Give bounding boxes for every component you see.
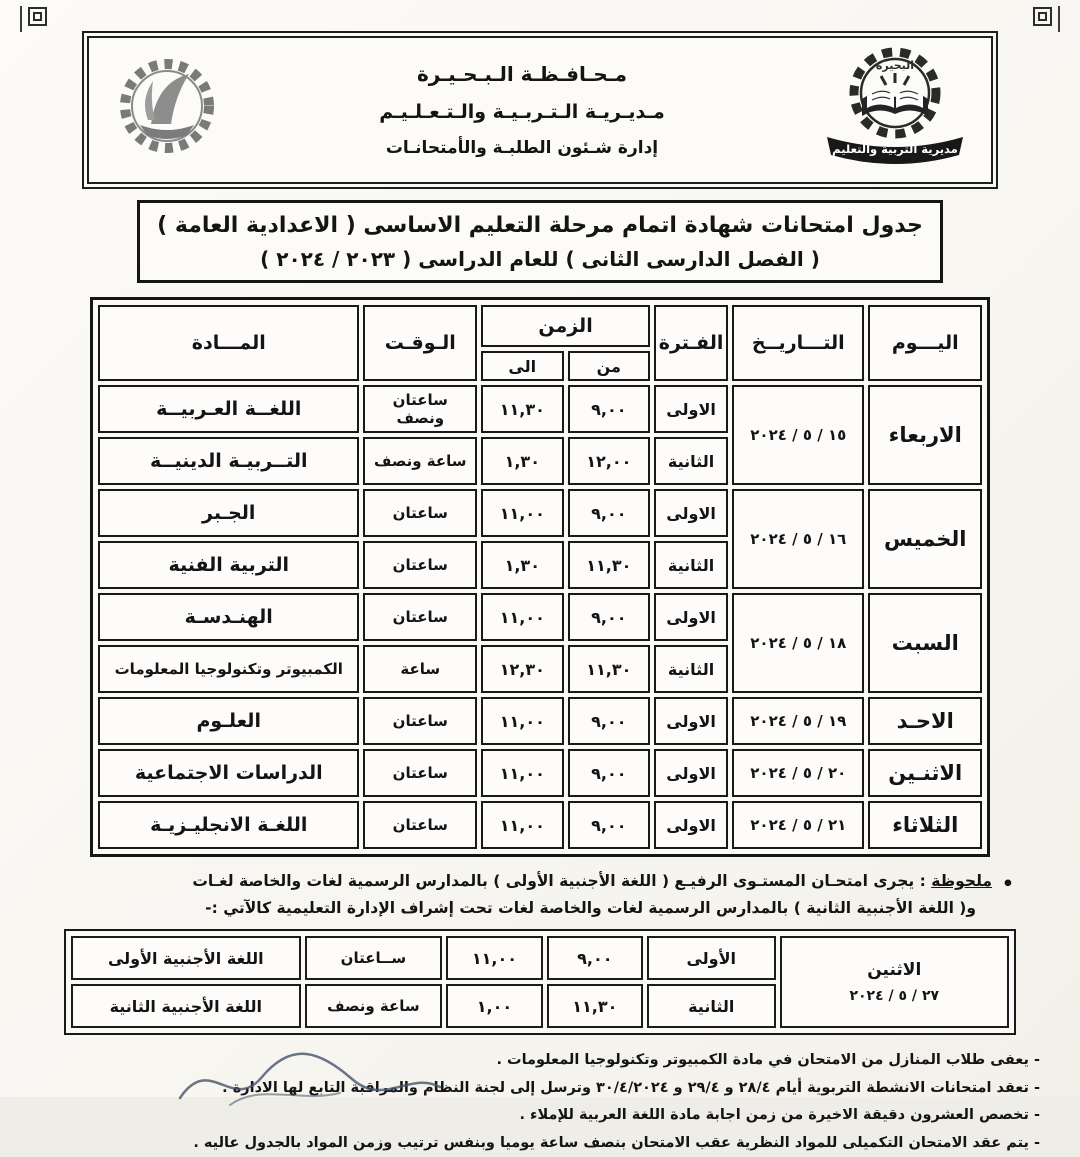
directorate-name: مـديـريـة الـتـربـيـة والـتـعـلـيـم: [379, 101, 665, 123]
header-time-to: الى: [481, 351, 564, 381]
duration-cell: ساعتان ونصف: [363, 385, 477, 433]
day-cell: الاثنـين: [868, 749, 982, 797]
time-from-cell: ١١,٣٠: [568, 645, 651, 693]
header-time: الزمن: [481, 305, 650, 347]
time-from-cell: ٩,٠٠: [568, 593, 651, 641]
period-cell: الاولى: [654, 385, 728, 433]
period-cell: الاولى: [654, 749, 728, 797]
language-exam-table: [64, 929, 1016, 1035]
duration-cell: ساعتان: [363, 801, 477, 849]
date-cell: ١٦ / ٥ / ٢٠٢٤: [732, 489, 864, 589]
date-cell: ١٨ / ٥ / ٢٠٢٤: [732, 593, 864, 693]
note-label: ملحوظة: [931, 872, 992, 890]
duration-cell: ساعتان: [363, 541, 477, 589]
logo-banner-text: مديرية التربية والتعليم: [832, 142, 958, 156]
subject-cell: اللغة الأجنبية الثانية: [71, 984, 301, 1028]
time-from-cell: ١١,٣٠: [568, 541, 651, 589]
time-to-cell: ١٢,٣٠: [481, 645, 564, 693]
period-cell: الأولى: [647, 936, 776, 980]
time-from-cell: ٩,٠٠: [568, 697, 651, 745]
header-subject: المـــادة: [98, 305, 359, 381]
note-block: [64, 868, 1016, 922]
document-title: [137, 200, 943, 283]
duration-cell: ساعتان: [363, 489, 477, 537]
time-to-cell: ١١,٣٠: [481, 385, 564, 433]
main-schedule-table: [90, 297, 990, 857]
title-line-1: جدول امتحانات شهادة اتمام مرحلة التعليم الاساسى ( الاعدادية العامة ): [157, 213, 923, 238]
period-cell: الاولى: [654, 697, 728, 745]
table-row: [98, 489, 982, 537]
table-row: [98, 385, 982, 433]
subject-cell: التربية الفنية: [98, 541, 359, 589]
day-cell: الاربعاء: [868, 385, 982, 485]
duration-cell: ساعة ونصف: [305, 984, 443, 1028]
duration-cell: ســاعتان: [305, 936, 443, 980]
title-line-2: ( الفصل الدارسى الثانى ) للعام الدراسى ( ٢٠٢٣ / ٢٠٢٤ ): [260, 247, 820, 271]
subject-cell: الكمبيوتر وتكنولوجيا المعلومات: [98, 645, 359, 693]
day-cell: السبت: [868, 593, 982, 693]
subject-cell: الهنـدسـة: [98, 593, 359, 641]
day-cell: الاحـد: [868, 697, 982, 745]
time-from-cell: ٩,٠٠: [547, 936, 643, 980]
day-cell: الثلاثاء: [868, 801, 982, 849]
time-from-cell: ١١,٣٠: [547, 984, 643, 1028]
time-from-cell: ٩,٠٠: [568, 385, 651, 433]
governorate-logo-icon: [109, 48, 225, 172]
signature-squiggle: [170, 1043, 450, 1123]
period-cell: الاولى: [654, 489, 728, 537]
day-label: الاثنين: [867, 960, 922, 981]
time-to-cell: ١,٣٠: [481, 437, 564, 485]
date-cell: ٢٠ / ٥ / ٢٠٢٤: [732, 749, 864, 797]
subject-cell: العلـوم: [98, 697, 359, 745]
time-to-cell: ١,٠٠: [446, 984, 542, 1028]
time-from-cell: ٩,٠٠: [568, 801, 651, 849]
subject-cell: اللغــة العـربيــة: [98, 385, 359, 433]
scan-edge-line-left: [20, 6, 22, 32]
note-text-2: و( اللغة الأجنبية الثانية ) بالمدارس الرسمية لغات والخاصة لغات تحت إشراف الإدارة التعليمية كالآتي :-: [205, 899, 976, 918]
header-time-from: من: [568, 351, 651, 381]
period-cell: الثانية: [654, 541, 728, 589]
subject-cell: اللغة الأجنبية الأولى: [71, 936, 301, 980]
time-to-cell: ١١,٠٠: [481, 489, 564, 537]
duration-cell: ساعة ونصف: [363, 437, 477, 485]
subject-cell: الجـبر: [98, 489, 359, 537]
duration-cell: ساعتان: [363, 697, 477, 745]
governorate-name: مـحـافـظـة الـبـحـيـرة: [416, 62, 628, 86]
time-to-cell: ١١,٠٠: [481, 593, 564, 641]
table-row: [98, 697, 982, 745]
footnote: - تخصص العشرون دقيقة الاخيرة من زمن اجابة مادة اللغة العربية للإملاء .: [519, 1107, 1040, 1124]
table-row: [71, 936, 1009, 980]
logo-top-script: البحيرة: [875, 59, 915, 72]
header-period: الفـترة: [654, 305, 728, 381]
bullet-icon: •: [1001, 873, 1014, 895]
department-name: إدارة شـئون الطلبـة والأمتحانـات: [385, 138, 659, 158]
time-from-cell: ٩,٠٠: [568, 749, 651, 797]
period-cell: الثانية: [647, 984, 776, 1028]
time-to-cell: ١,٣٠: [481, 541, 564, 589]
duration-cell: ساعتان: [363, 749, 477, 797]
letterhead-text: [225, 62, 819, 158]
duration-cell: ساعة: [363, 645, 477, 693]
subject-cell: اللغـة الانجليـزيـة: [98, 801, 359, 849]
print-corner-mark-left: [28, 7, 47, 26]
scan-edge-line-right: [1058, 6, 1060, 32]
note-text-1: : يجرى امتحـان المستـوى الرفيـع ( اللغة الأجنبية الأولى ) بالمدارس الرسمية لغات والخاصة لغـات: [192, 872, 932, 890]
time-to-cell: ١١,٠٠: [481, 801, 564, 849]
subject-cell: الدراسات الاجتماعية: [98, 749, 359, 797]
date-cell: ١٥ / ٥ / ٢٠٢٤: [732, 385, 864, 485]
footnote: - تعقد امتحانات الانشطة التربوية أيام ٢٨/٤ و ٢٩/٤ و ٣٠/٤/٢٠٢٤ وترسل إلى لجنة النظام والمراقبة التابع لها الادارة .: [222, 1079, 1040, 1096]
print-corner-mark-right: [1033, 7, 1052, 26]
time-to-cell: ١١,٠٠: [481, 749, 564, 797]
footnote: - يعفى طلاب المنازل من الامتحان في مادة الكمبيوتر وتكنولوجيا المعلومات .: [496, 1052, 1040, 1069]
duration-cell: ساعتان: [363, 593, 477, 641]
period-cell: الثانية: [654, 645, 728, 693]
period-cell: الثانية: [654, 437, 728, 485]
table-row: [98, 801, 982, 849]
date-cell: ١٩ / ٥ / ٢٠٢٤: [732, 697, 864, 745]
day-cell: الخميس: [868, 489, 982, 589]
header-date: التـــاريــخ: [732, 305, 864, 381]
time-from-cell: ١٢,٠٠: [568, 437, 651, 485]
time-to-cell: ١١,٠٠: [446, 936, 542, 980]
table-row: [98, 749, 982, 797]
date-label: ٢٧ / ٥ / ٢٠٢٤: [849, 988, 940, 1005]
header-duration: الـوقـت: [363, 305, 477, 381]
subject-cell: التــربيـة الدينيــة: [98, 437, 359, 485]
letterhead: [87, 36, 993, 184]
table-row: [98, 593, 982, 641]
time-to-cell: ١١,٠٠: [481, 697, 564, 745]
header-day: اليـــوم: [868, 305, 982, 381]
date-cell: ٢١ / ٥ / ٢٠٢٤: [732, 801, 864, 849]
directorate-logo-icon: [819, 43, 971, 177]
day-date-cell: [780, 936, 1010, 1028]
period-cell: الاولى: [654, 593, 728, 641]
period-cell: الاولى: [654, 801, 728, 849]
time-from-cell: ٩,٠٠: [568, 489, 651, 537]
footnote: - يتم عقد الامتحان التكميلى للمواد النظرية عقب الامتحان بنصف ساعة يوميا وبنفس ترتيب وزمن المواد بالجدول عاليه .: [193, 1134, 1040, 1151]
